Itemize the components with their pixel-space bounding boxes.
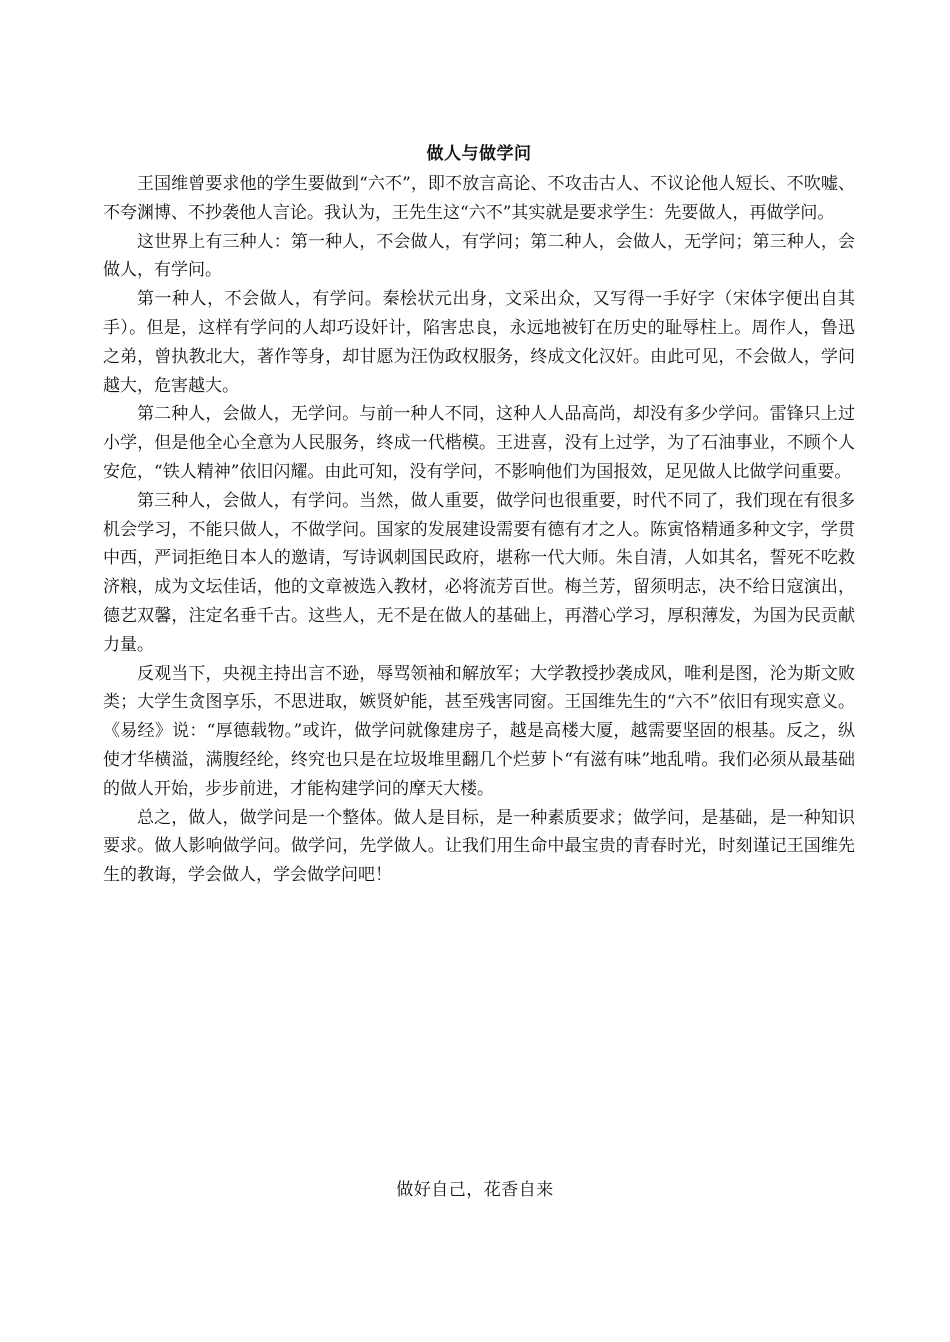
paragraph-2: 这世界上有三种人：第一种人，不会做人，有学问；第二种人，会做人，无学问；第三种人，会做人，有学问。 bbox=[103, 231, 855, 281]
paragraph-1: 王国维曾要求他的学生要做到“六不”，即不放言高论、不攻击古人、不议论他人短长、不吹嘘、不夸渊博、不抄袭他人言论。我认为，王先生这“六不”其实就是要求学生：先要做人，再做学问。 bbox=[103, 174, 855, 223]
paragraph-5: 第三种人，会做人，有学问。当然，做人重要，做学问也很重要，时代不同了，我们现在有很多机会学习，不能只做人，不做学问。国家的发展建设需要有德有才之人。陈寅恪精通多种文字，学贯中西，严词拒绝日本人的邀请，写诗讽刺国民政府，堪称一代大师。朱自清，人如其名，誓死不吃救济粮，成为文坛佳话，他的文章被选入教材，必将流芳百世。梅兰芳，留须明志，决不给日寇演出，德艺双馨，注定名垂千古。这些人，无不是在做人的基础上，再潜心学习，厚积薄发，为国为民贡献力量。 bbox=[103, 490, 855, 655]
paragraph-4: 第二种人，会做人，无学问。与前一种人不同，这种人人品高尚，却没有多少学问。雷锋只上过小学，但是他全心全意为人民服务，终成一代楷模。王进喜，没有上过学，为了石油事业，不顾个人安危，“铁人精神”依旧闪耀。由此可知，没有学问，不影响他们为国报效，足见做人比做学问重要。 bbox=[103, 404, 855, 482]
essay-title: 做人与做学问 bbox=[426, 144, 532, 164]
paragraph-3: 第一种人，不会做人，有学问。秦桧状元出身，文采出众，又写得一手好字（宋体字便出自其手）。但是，这样有学问的人却巧设奸计，陷害忠良，永远地被钉在历史的耻辱柱上。周作人，鲁迅之弟，曾执教北大，著作等身，却甘愿为汪伪政权服务，终成文化汉奸。由此可见，不会做人，学问越大，危害越大。 bbox=[103, 289, 855, 396]
essay-body bbox=[103, 140, 855, 890]
page-footer: 做好自己，花香自来 bbox=[396, 1180, 554, 1200]
paragraph-6: 反观当下，央视主持出言不逊，辱骂领袖和解放军；大学教授抄袭成风，唯利是图，沦为斯文败类；大学生贪图享乐，不思进取，嫉贤妒能，甚至残害同窗。王国维先生的“六不”依旧有现实意义。《易经》说：“厚德载物。”或许，做学问就像建房子，越是高楼大厦，越需要坚固的根基。反之，纵使才华横溢，满腹经纶，终究也只是在垃圾堆里翻几个烂萝卜“有滋有味”地乱啃。我们必须从最基础的做人开始，步步前进，才能构建学问的摩天大楼。 bbox=[103, 663, 855, 799]
paragraph-7: 总之，做人，做学问是一个整体。做人是目标，是一种素质要求；做学问，是基础，是一种知识要求。做人影响做学问。做学问，先学做人。让我们用生命中最宝贵的青春时光，时刻谨记王国维先生的教诲，学会做人，学会做学问吧！ bbox=[103, 807, 855, 886]
